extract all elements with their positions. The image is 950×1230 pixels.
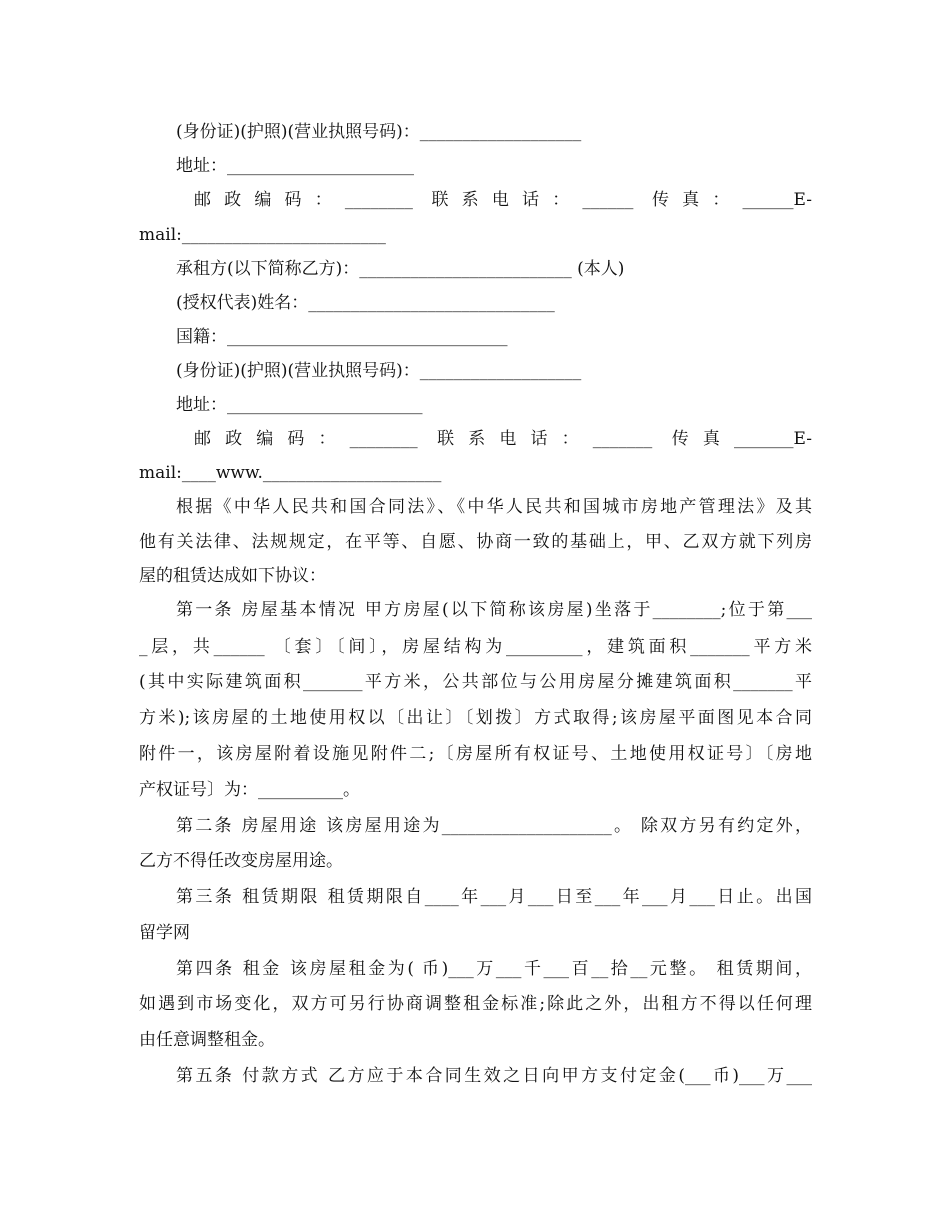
article-1-line-3: (其中实际建筑面积_______平方米，公共部位与公用房屋分摊建筑面积_______平 bbox=[139, 672, 812, 692]
address-line-lessor: 地址：______________________ bbox=[176, 156, 414, 176]
article-1-line-4: 方米);该房屋的土地使用权以〔出让〕〔划拨〕方式取得;该房屋平面图见本合同 bbox=[139, 708, 812, 728]
preamble-line-1: 根据《中华人民共和国合同法》、《中华人民共和国城市房地产管理法》及其 bbox=[176, 497, 812, 517]
postcode-phone-fax-line-lessor: 邮 政 编 码 ： ________ 联 系 电 话 ： ______ 传 真 ： ______E- bbox=[194, 190, 812, 210]
preamble-line-2: 他有关法律、法规规定，在平等、自愿、协商一致的基础上，甲、乙双方就下列房 bbox=[139, 532, 812, 552]
article-4-line-2: 如遇到市场变化，双方可另行协商调整租金标准;除此之外，出租方不得以任何理 bbox=[139, 994, 812, 1014]
lessee-line: 承租方(以下简称乙方)：_________________________ (本人) bbox=[176, 259, 625, 279]
article-5-line-1: 第五条 付款方式 乙方应于本合同生效之日向甲方支付定金(___币)___万___ bbox=[176, 1066, 812, 1086]
article-2-line-1: 第二条 房屋用途 该房屋用途为____________________。 除双方另有约定外， bbox=[176, 816, 812, 836]
nationality-line: 国籍：_________________________________ bbox=[176, 327, 508, 347]
address-line-lessee: 地址：_______________________ bbox=[176, 395, 423, 415]
article-1-line-1: 第一条 房屋基本情况 甲方房屋(以下简称该房屋)坐落于________;位于第___ bbox=[176, 600, 812, 620]
article-1-line-6: 产权证号〕为：__________。 bbox=[139, 780, 360, 800]
email-line-lessor: mail:________________________ bbox=[139, 225, 386, 245]
article-1-line-5: 附件一，该房屋附着设施见附件二;〔房屋所有权证号、土地使用权证号〕〔房地 bbox=[139, 744, 812, 764]
id-number-line-lessor: (身份证)(护照)(营业执照号码)：___________________ bbox=[176, 122, 582, 142]
id-number-line-lessee: (身份证)(护照)(营业执照号码)：___________________ bbox=[176, 361, 582, 381]
postcode-phone-fax-line-lessee: 邮 政 编 码 ： ________ 联 系 电 话 ： _______ 传 真 _______E- bbox=[194, 429, 812, 449]
authorized-rep-name-line: (授权代表)姓名：_____________________________ bbox=[176, 293, 555, 313]
article-4-line-3: 由任意调整租金。 bbox=[139, 1030, 275, 1050]
article-1-line-2: _层，共______ 〔套〕〔间〕，房屋结构为_________，建筑面积_______平方米 bbox=[139, 637, 812, 657]
email-line-lessee: mail:____www._____________________ bbox=[139, 463, 442, 483]
article-3-line-1: 第三条 租赁期限 租赁期限自____年___月___日至___年___月___日止。出国 bbox=[176, 887, 812, 907]
preamble-line-3: 屋的租赁达成如下协议： bbox=[139, 566, 326, 586]
article-2-line-2: 乙方不得任改变房屋用途。 bbox=[139, 851, 343, 871]
article-3-line-2: 留学网 bbox=[139, 923, 190, 943]
article-4-line-1: 第四条 租金 该房屋租金为( 币)___万___千___百__拾__元整。 租赁期间， bbox=[176, 959, 812, 979]
